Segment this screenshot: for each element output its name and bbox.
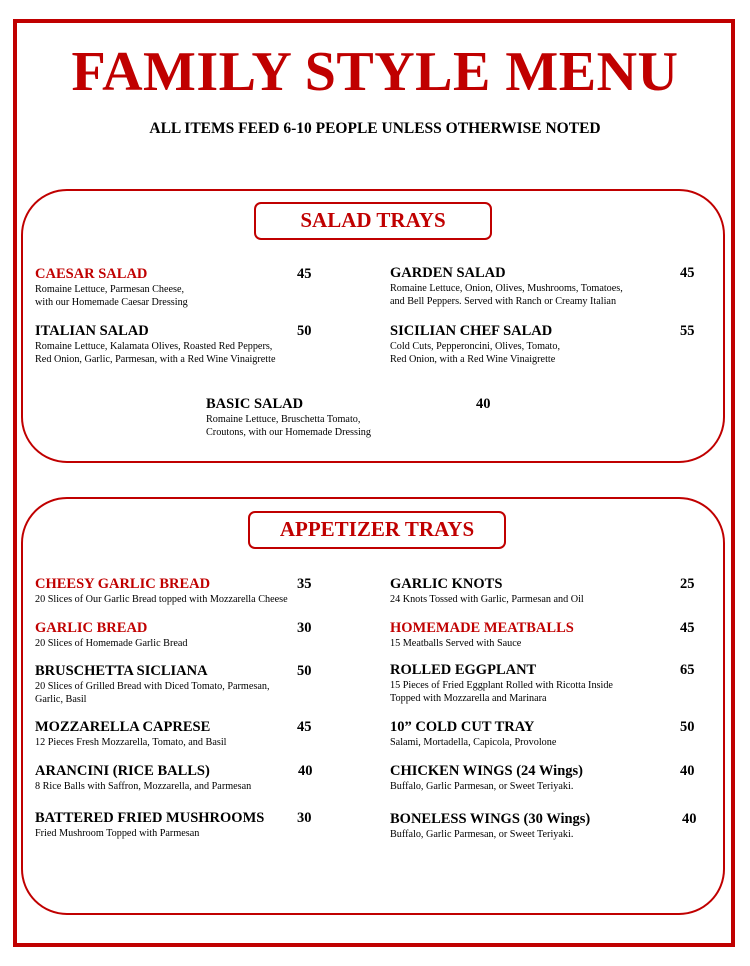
item-price: 35 [297, 576, 312, 592]
item-description: Buffalo, Garlic Parmesan, or Sweet Teriyaki. [390, 781, 574, 792]
item-name: ARANCINI (RICE BALLS) [35, 763, 210, 779]
item-description: Romaine Lettuce, Onion, Olives, Mushrooms, Tomatoes, and Bell Peppers. Served with Ranch or Creamy Italian [390, 283, 623, 307]
item-name: ROLLED EGGPLANT [390, 662, 537, 678]
item-price: 45 [297, 719, 312, 735]
item-name: 10” COLD CUT TRAY [390, 719, 535, 735]
item-price: 55 [680, 323, 695, 339]
item-price: 45 [680, 265, 695, 281]
item-name: GARLIC BREAD [35, 620, 148, 636]
item-name: BASIC SALAD [206, 396, 304, 412]
item-price: 40 [680, 763, 695, 779]
item-price: 65 [680, 662, 695, 678]
item-name: GARDEN SALAD [390, 265, 506, 281]
item-description: 24 Knots Tossed with Garlic, Parmesan and Oil [390, 594, 584, 605]
menu-title: FAMILY STYLE MENU [71, 41, 679, 103]
item-price: 50 [680, 719, 695, 735]
item-name: BONELESS WINGS (30 Wings) [390, 811, 591, 827]
item-description: Salami, Mortadella, Capicola, Provolone [390, 737, 557, 748]
appetizer-section-panel [21, 497, 725, 915]
item-description: Romaine Lettuce, Bruschetta Tomato, Croutons, with our Homemade Dressing [206, 414, 371, 438]
item-name: ITALIAN SALAD [35, 323, 149, 339]
item-price: 50 [297, 663, 312, 679]
item-name: BATTERED FRIED MUSHROOMS [35, 810, 265, 826]
salad-section-heading: SALAD TRAYS [254, 202, 492, 240]
item-description: 8 Rice Balls with Saffron, Mozzarella, and Parmesan [35, 781, 252, 792]
item-description: 15 Meatballs Served with Sauce [390, 638, 522, 649]
item-name: BRUSCHETTA SICLIANA [35, 663, 208, 679]
item-price: 30 [297, 620, 312, 636]
item-description: Romaine Lettuce, Parmesan Cheese, with our Homemade Caesar Dressing [35, 284, 188, 308]
item-price: 30 [297, 810, 312, 826]
item-price: 45 [680, 620, 695, 636]
item-description: Romaine Lettuce, Kalamata Olives, Roasted Red Peppers, Red Onion, Garlic, Parmesan, with a Red Wine Vinaigrette [35, 341, 276, 365]
menu-subtitle: ALL ITEMS FEED 6-10 PEOPLE UNLESS OTHERWISE NOTED [149, 120, 601, 137]
item-price: 40 [682, 811, 697, 827]
item-name: HOMEMADE MEATBALLS [390, 620, 574, 636]
item-description: 20 Slices of Our Garlic Bread topped with Mozzarella Cheese [35, 594, 288, 605]
item-price: 40 [298, 763, 313, 779]
item-description: 12 Pieces Fresh Mozzarella, Tomato, and Basil [35, 737, 227, 748]
item-description: Buffalo, Garlic Parmesan, or Sweet Teriyaki. [390, 829, 574, 840]
item-name: MOZZARELLA CAPRESE [35, 719, 211, 735]
item-description: Fried Mushroom Topped with Parmesan [35, 828, 200, 839]
item-description: 15 Pieces of Fried Eggplant Rolled with Ricotta Inside Topped with Mozzarella and Marinara [390, 680, 613, 704]
item-name: SICILIAN CHEF SALAD [390, 323, 553, 339]
item-price: 50 [297, 323, 312, 339]
item-description: 20 Slices of Homemade Garlic Bread [35, 638, 188, 649]
item-name: CHICKEN WINGS (24 Wings) [390, 763, 583, 779]
item-name: CAESAR SALAD [35, 266, 148, 282]
item-description: Cold Cuts, Pepperoncini, Olives, Tomato, Red Onion, with a Red Wine Vinaigrette [390, 341, 561, 365]
item-price: 45 [297, 266, 312, 282]
item-name: CHEESY GARLIC BREAD [35, 576, 211, 592]
item-price: 25 [680, 576, 695, 592]
appetizer-section-heading: APPETIZER TRAYS [248, 511, 506, 549]
item-name: GARLIC KNOTS [390, 576, 503, 592]
item-price: 40 [476, 396, 491, 412]
item-description: 20 Slices of Grilled Bread with Diced Tomato, Parmesan, Garlic, Basil [35, 681, 270, 705]
